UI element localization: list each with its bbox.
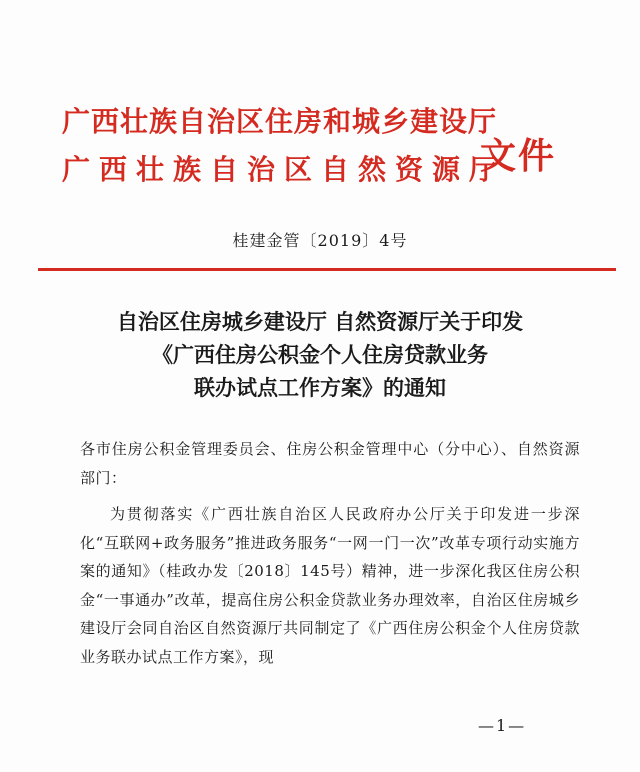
document-title xyxy=(0,305,640,404)
red-divider-line xyxy=(38,268,616,271)
org-name-housing: 广西壮族自治区住房和城乡建设厅 xyxy=(62,105,498,138)
org-name-natural-resources: 广西壮族自治区自然资源厅 xyxy=(62,153,507,186)
file-label: 文件 xyxy=(480,135,557,177)
document-body xyxy=(80,435,580,671)
title-line-1: 自治区住房城乡建设厅 自然资源厅关于印发 xyxy=(116,309,524,334)
title-line-2: 《广西住房公积金个人住房贷款业务 xyxy=(152,342,488,367)
issuing-organizations xyxy=(62,100,522,192)
page-number: —1— xyxy=(478,716,527,735)
salutation: 各市住房公积金管理委员会、住房公积金管理中心（分中心）、自然资源部门： xyxy=(80,440,580,487)
body-paragraph: 为贯彻落实《广西壮族自治区人民政府办公厅关于印发进一步深化“互联网+政务服务”推进政务服务“一网一门一次”改革专项行动实施方案的通知》（桂政办发〔2018〕145号）精神，进一步深化我区住房公积金“一事通办”改革，提高住房公积金贷款业务办理效率，自治区住房城乡建设厅会同自治区自然资源厅共同制定了《广西住房公积金个人住房贷款业务联办试点工作方案》，现 xyxy=(80,505,580,666)
title-line-3: 联办试点工作方案》的通知 xyxy=(194,375,446,400)
document-number: 桂建金管〔2019〕4号 xyxy=(232,231,408,250)
